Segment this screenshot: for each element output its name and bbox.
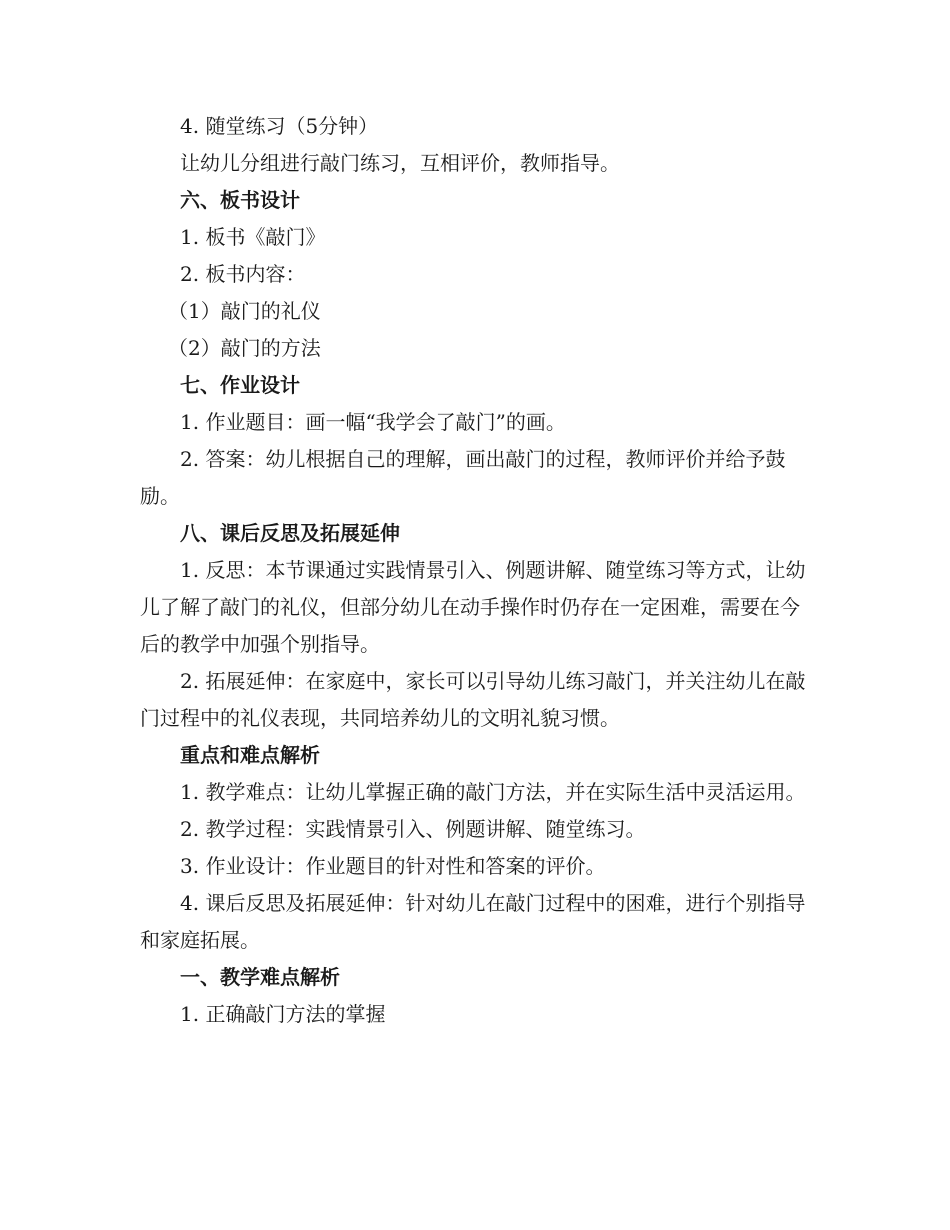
section-heading: 七、作业设计 <box>180 373 300 397</box>
list-item: 2. 答案：幼儿根据自己的理解，画出敲门的过程，教师评价并给予鼓励。 <box>140 447 786 508</box>
section-heading: 重点和难点解析 <box>180 743 320 767</box>
list-item: 2. 拓展延伸：在家庭中，家长可以引导幼儿练习敲门，并关注幼儿在敲门过程中的礼仪表现，共同培养幼儿的文明礼貌习惯。 <box>140 669 806 730</box>
list-item: 1. 正确敲门方法的掌握 <box>180 1002 386 1026</box>
list-item: 4. 随堂练习（5分钟） <box>180 114 379 138</box>
list-item: （2）敲门的方法 <box>168 336 321 360</box>
list-item: 4. 课后反思及拓展延伸：针对幼儿在敲门过程中的困难，进行个别指导和家庭拓展。 <box>140 891 806 952</box>
section-heading: 八、课后反思及拓展延伸 <box>180 521 400 545</box>
section-heading: 一、教学难点解析 <box>180 965 340 989</box>
list-item: 3. 作业设计：作业题目的针对性和答案的评价。 <box>180 854 606 878</box>
list-item: （1）敲门的礼仪 <box>168 299 321 323</box>
document-body <box>140 108 808 1033</box>
list-item: 2. 板书内容： <box>180 262 306 286</box>
list-item: 1. 作业题目：画一幅“我学会了敲门”的画。 <box>180 410 566 434</box>
paragraph: 让幼儿分组进行敲门练习，互相评价，教师指导。 <box>180 151 620 175</box>
list-item: 1. 教学难点：让幼儿掌握正确的敲门方法，并在实际生活中灵活运用。 <box>180 780 806 804</box>
list-item: 1. 板书《敲门》 <box>180 225 326 249</box>
section-heading: 六、板书设计 <box>180 188 300 212</box>
list-item: 1. 反思：本节课通过实践情景引入、例题讲解、随堂练习等方式，让幼儿了解了敲门的礼仪，但部分幼儿在动手操作时仍存在一定困难，需要在今后的教学中加强个别指导。 <box>140 558 806 656</box>
list-item: 2. 教学过程：实践情景引入、例题讲解、随堂练习。 <box>180 817 646 841</box>
